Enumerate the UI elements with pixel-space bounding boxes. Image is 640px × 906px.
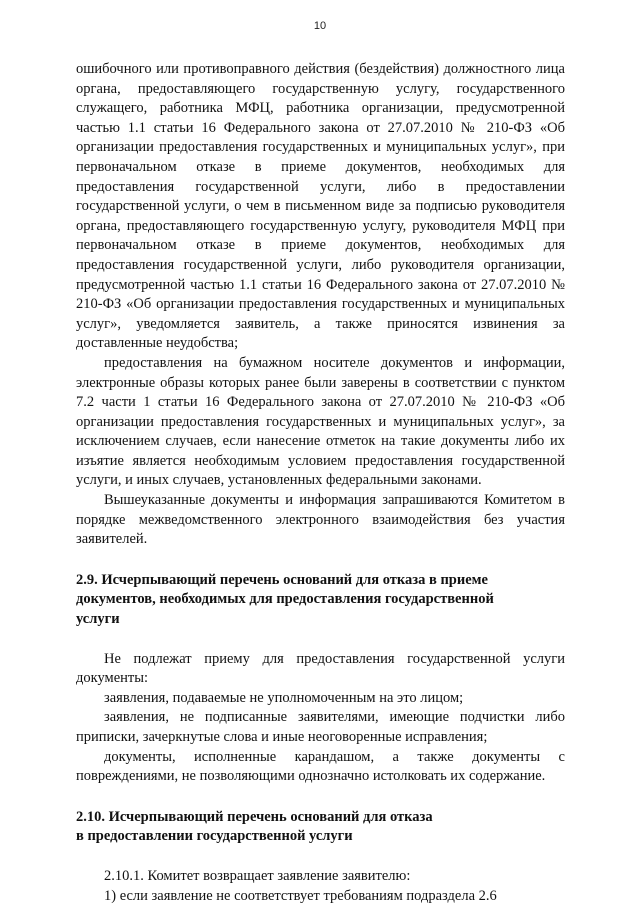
paragraph: 2.10.1. Комитет возвращает заявление заявителю: <box>104 867 411 884</box>
heading-line: в предоставлении государственной услуги <box>76 828 353 845</box>
heading-line: 2.10. Исчерпывающий перечень оснований для отказа <box>76 808 433 825</box>
section-heading-2-9 <box>76 571 565 630</box>
paragraph: Вышеуказанные документы и информация запрашиваются Комитетом в порядке межведомственного электронного взаимодействия без участия заявителей. <box>76 492 565 548</box>
section-heading-2-10 <box>76 808 565 847</box>
paragraph: 1) если заявление не соответствует требованиям подраздела 2.6 <box>104 887 497 904</box>
paragraph: Не подлежат приему для предоставления государственной услуги документы: <box>76 650 565 687</box>
heading-line: документов, необходимых для предоставления государственной <box>76 591 494 608</box>
heading-line: 2.9. Исчерпывающий перечень оснований для отказа в приеме <box>76 571 488 588</box>
page-number: 10 <box>313 20 327 32</box>
paragraph: предоставления на бумажном носителе документов и информации, электронные образы которых ранее были заверены в соответствии с пунктом 7.2 части 1 статьи 16 Федерального закона от 27.07.2010 № 210-ФЗ «Об организации предоставления государственных и муниципальных услуг», за исключением случаев, если нанесение отметок на такие документы либо их изъятие является необходимым условием предоставления государственной услуги, и иных случаев, установленных федеральными законами. <box>76 354 565 489</box>
document-body <box>76 60 565 906</box>
paragraph: ошибочного или противоправного действия (бездействия) должностного лица органа, предоставляющего государственную услугу, государственного служащего, работника МФЦ, работника организации, предусмотренной частью 1.1 статьи 16 Федерального закона от 27.07.2010 № 210-ФЗ «Об организации предоставления государственных и муниципальных услуг», при первоначальном отказе в приеме документов, необходимых для предоставления государственной услуги, либо в предоставлении государственной услуги, о чем в письменном виде за подписью руководителя органа, предоставляющего государственную услугу, руководителя МФЦ при первоначальном отказе в приеме документов, необходимых для предоставления государственной услуги, либо руководителя организации, предусмотренной частью 1.1 статьи 16 Федерального закона от 27.07.2010 № 210-ФЗ «Об организации предоставления государственных и муниципальных услуг», уведомляется заявитель, а также приносятся извинения за доставленные неудобства; <box>76 61 565 352</box>
heading-line: услуги <box>76 611 120 628</box>
list-item: заявления, подаваемые не уполномоченным на это лицом; <box>104 689 464 706</box>
list-item: заявления, не подписанные заявителями, имеющие подчистки либо приписки, зачеркнутые слова и иные неоговоренные исправления; <box>76 709 565 745</box>
list-item: документы, исполненные карандашом, а также документы с повреждениями, не позволяющими однозначно истолковать их содержание. <box>76 748 565 785</box>
